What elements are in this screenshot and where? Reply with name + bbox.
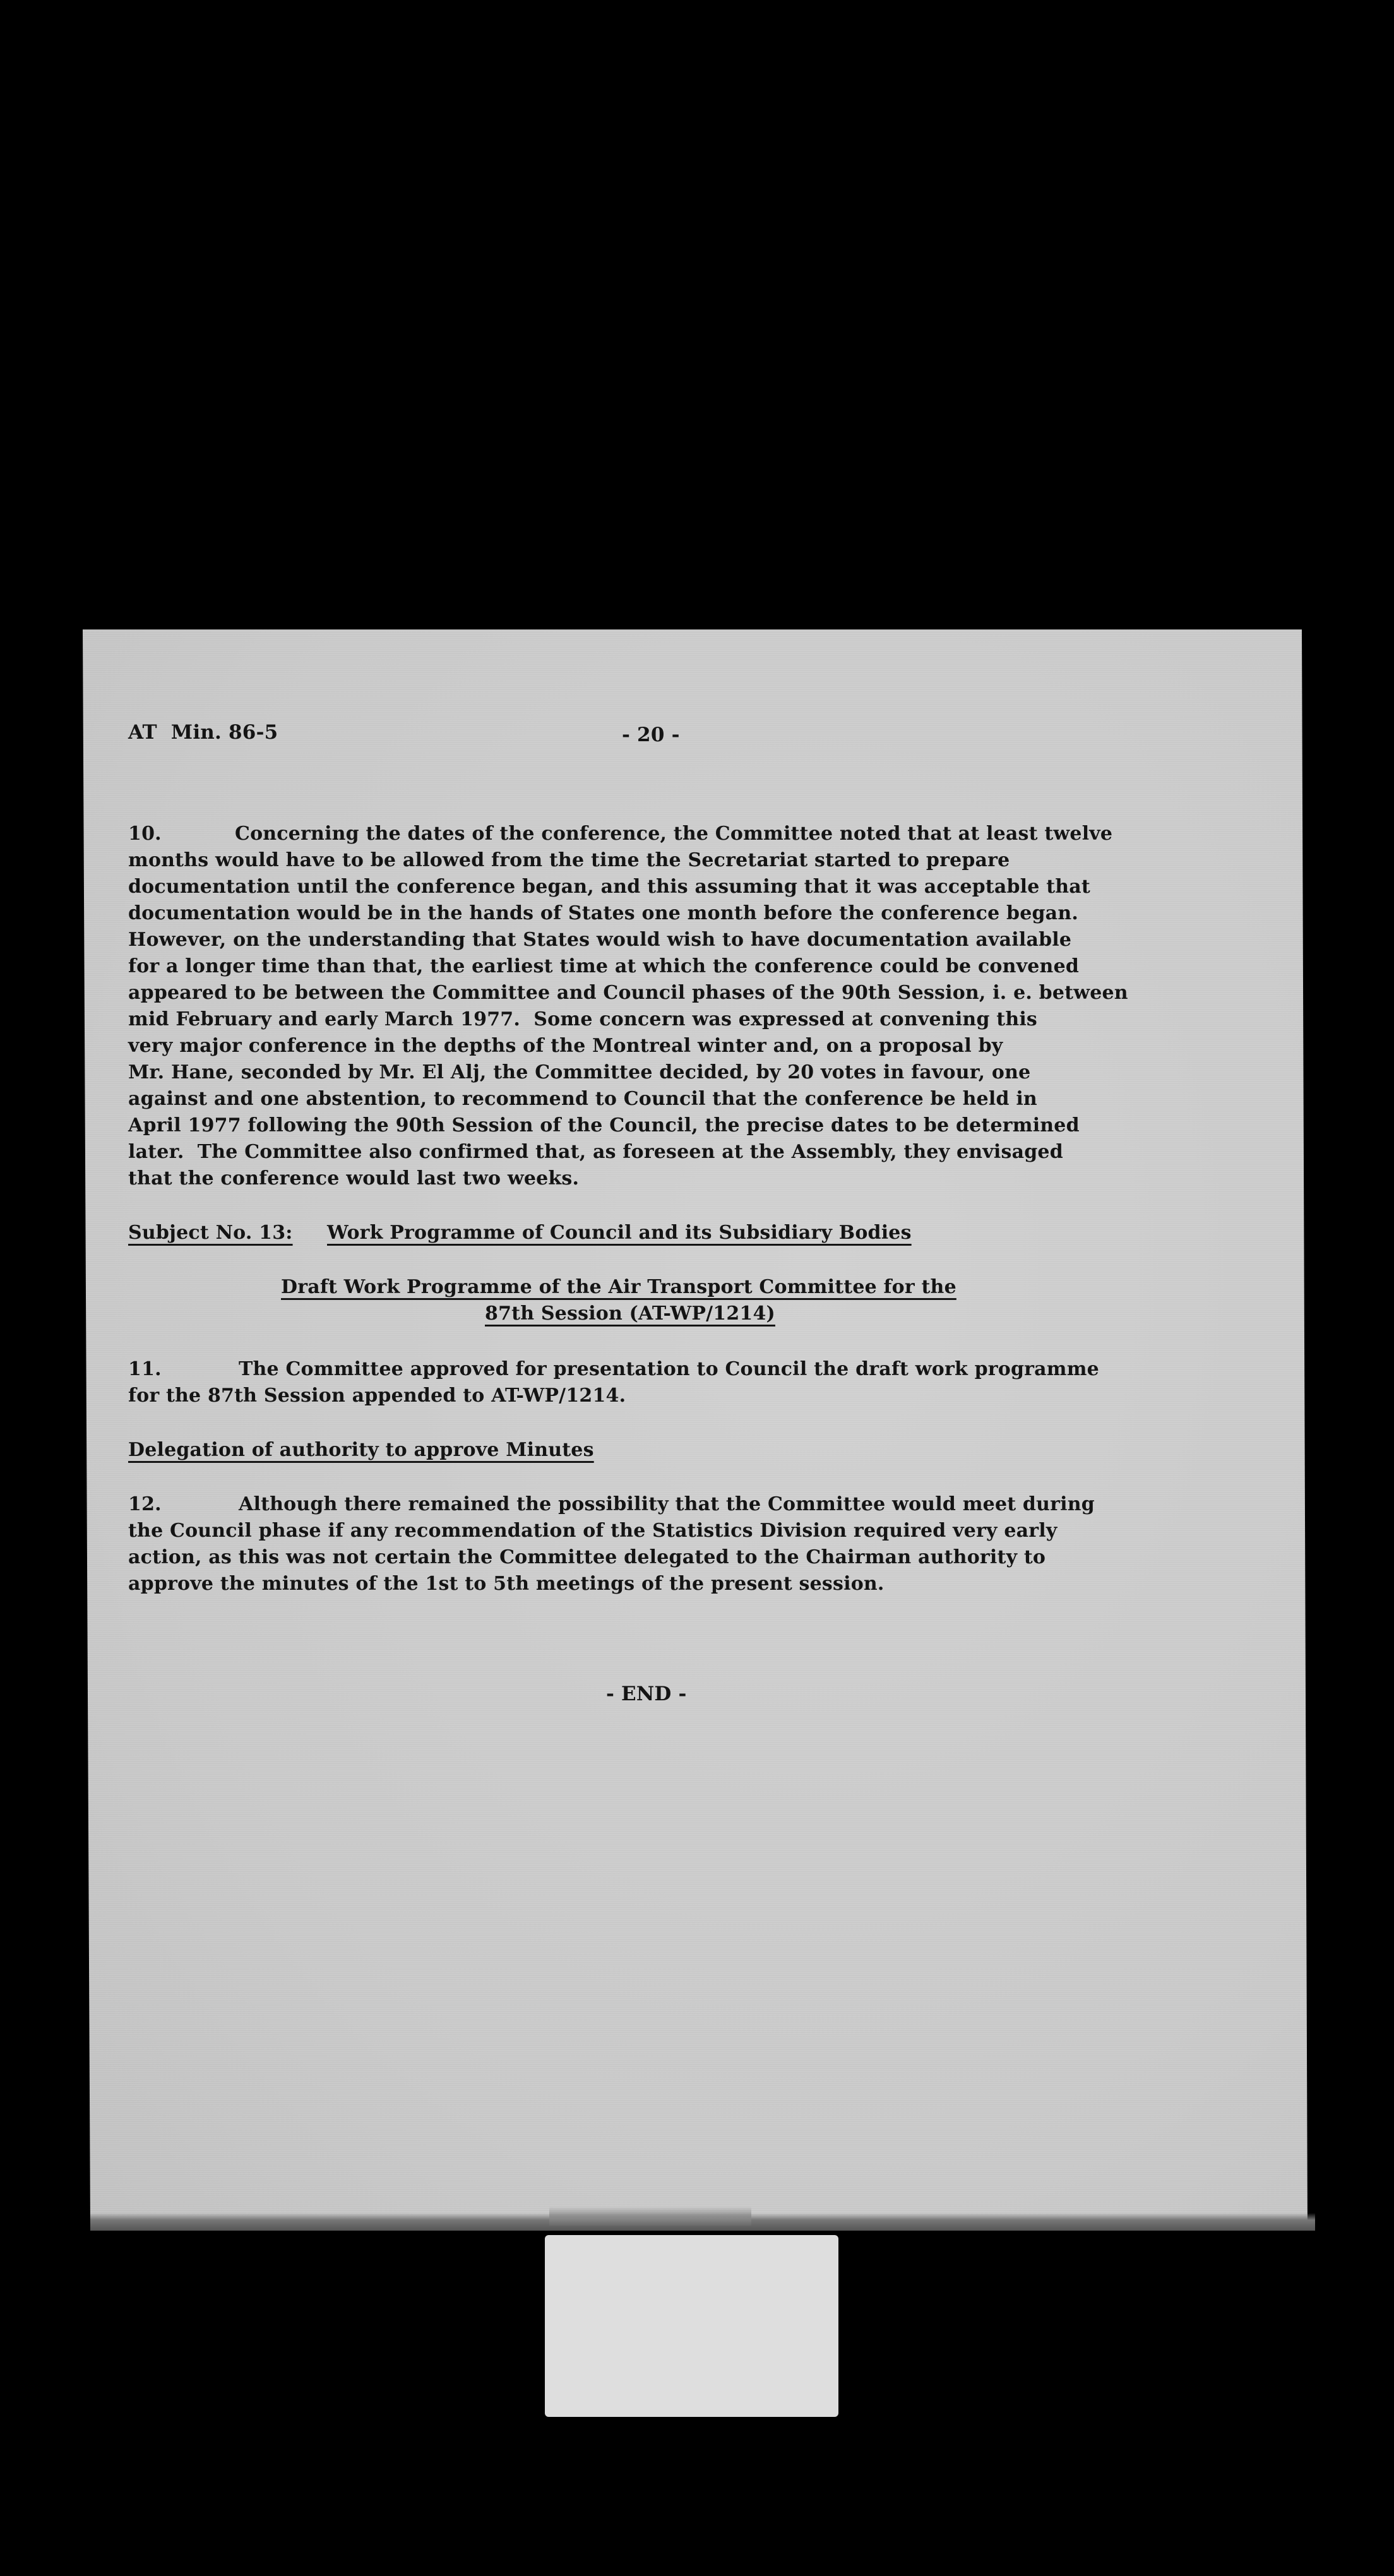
paragraph-line: approve the minutes of the 1st to 5th meetings of the present session. <box>128 1573 885 1595</box>
paragraph-number: 10. <box>128 823 162 845</box>
paragraph-line: Mr. Hane, seconded by Mr. El Alj, the Committee decided, by 20 votes in favour, one <box>128 1061 1031 1083</box>
subheading-line-2: 87th Session (AT-WP/1214) <box>485 1303 775 1325</box>
paragraph-line: very major conference in the depths of the Montreal winter and, on a proposal by <box>128 1035 1003 1057</box>
subject-label: Subject No. 13: <box>128 1222 293 1244</box>
paragraph-line: action, as this was not certain the Committee delegated to the Chairman authority to <box>128 1546 1046 1568</box>
subject-title: Work Programme of Council and its Subsidiary Bodies <box>327 1222 912 1244</box>
document-reference: AT Min. 86-5 <box>128 721 278 744</box>
paragraph-line: April 1977 following the 90th Session of the Council, the precise dates to be determined <box>128 1114 1080 1136</box>
paragraph-number: 12. <box>128 1493 162 1515</box>
page-number: - 20 - <box>622 724 680 746</box>
paragraph-line: for the 87th Session appended to AT-WP/1214. <box>128 1385 626 1407</box>
page-bottom-smudge <box>549 2207 751 2226</box>
paragraph-line: later. The Committee also confirmed that, as foreseen at the Assembly, they envisaged <box>128 1141 1063 1163</box>
paragraph-line: months would have to be allowed from the time the Secretariat started to prepare <box>128 849 1010 871</box>
paragraph-line: mid February and early March 1977. Some concern was expressed at convening this <box>128 1008 1038 1030</box>
paragraph-line: documentation would be in the hands of States one month before the conference began. <box>128 902 1078 924</box>
paragraph-number: 11. <box>128 1358 162 1380</box>
paragraph-line: Concerning the dates of the conference, the Committee noted that at least twelve <box>235 823 1113 845</box>
paragraph-line: for a longer time than that, the earliest time at which the conference could be convened <box>128 955 1080 977</box>
paragraph-line: However, on the understanding that States would wish to have documentation available <box>128 929 1072 951</box>
paragraph-line: the Council phase if any recommendation of the Statistics Division required very early <box>128 1520 1057 1542</box>
delegation-heading: Delegation of authority to approve Minutes <box>128 1439 594 1461</box>
paragraph-line: appeared to be between the Committee and Council phases of the 90th Session, i. e. between <box>128 982 1128 1004</box>
end-marker: - END - <box>606 1683 687 1705</box>
paragraph-line: Although there remained the possibility that the Committee would meet during <box>239 1493 1095 1515</box>
paragraph-line: documentation until the conference began, and this assuming that it was acceptable that <box>128 876 1090 898</box>
paragraph-line: The Committee approved for presentation to Council the draft work programme <box>239 1358 1099 1380</box>
subheading-line-1: Draft Work Programme of the Air Transport Committee for the <box>281 1276 956 1298</box>
blank-card <box>545 2235 838 2417</box>
paragraph-line: against and one abstention, to recommend to Council that the conference be held in <box>128 1088 1037 1110</box>
paragraph-line: that the conference would last two weeks. <box>128 1167 580 1190</box>
